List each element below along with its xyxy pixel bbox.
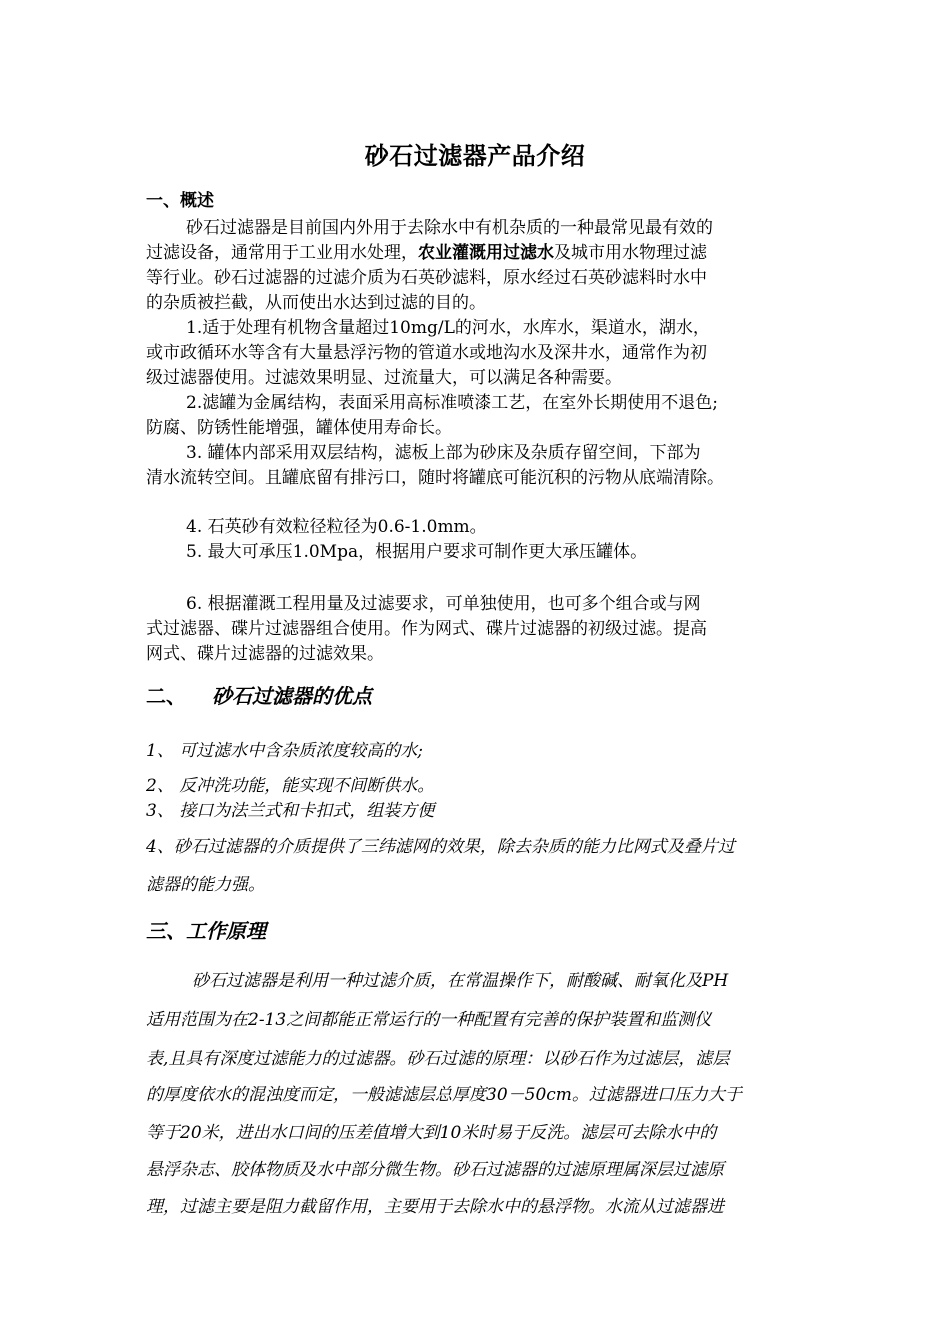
section-1-heading: 一、概述 [146,191,214,211]
list-item-1-line: 1.适于处理有机物含量超过10mg/L的河水，水库水，渠道水，湖水， [186,318,710,338]
list-item-1-line: 或市政循环水等含有大量悬浮污物的管道水或地沟水及深井水，通常作为初 [146,343,707,363]
section-2-number: 二、 [146,684,186,708]
section-3-heading: 三、工作原理 [146,919,266,943]
advantage-item: 2、 反冲洗功能，能实现不间断供水。 [146,776,435,796]
list-item-6-line: 网式、碟片过滤器的过滤效果。 [146,644,384,664]
list-item-3-line: 清水流转空间。且罐底留有排污口，随时将罐底可能沉积的污物从底端清除。 [146,468,724,488]
paragraph-line: 表,且具有深度过滤能力的过滤器。砂石过滤的原理：以砂石作为过滤层，滤层 [146,1049,730,1069]
list-item-6-line: 式过滤器、碟片过滤器组合使用。作为网式、碟片过滤器的初级过滤。提高 [146,619,707,639]
paragraph-line: 的厚度依水的混浊度而定，一般滤滤层总厚度30－50cm。过滤器进口压力大于 [146,1085,742,1105]
text-span: 及城市用水物理过滤 [554,243,707,263]
list-item-2-line: 2.滤罐为金属结构，表面采用高标准喷漆工艺，在室外长期使用不退色; [186,393,718,413]
text-span: 过滤设备，通常用于工业用水处理， [146,243,418,263]
paragraph-line: 适用范围为在2-13之间都能正常运行的一种配置有完善的保护装置和监测仪 [146,1010,712,1030]
paragraph-line [146,242,707,264]
paragraph-line: 悬浮杂志、胶体物质及水中部分微生物。砂石过滤器的过滤原理属深层过滤原 [146,1160,724,1180]
advantage-item: 3、 接口为法兰式和卡扣式，组装方便 [146,801,435,821]
list-item-1-line: 级过滤器使用。过滤效果明显、过流量大，可以满足各种需要。 [146,368,622,388]
list-item-3-line: 3. 罐体内部采用双层结构，滤板上部为砂床及杂质存留空间，下部为 [186,443,701,463]
section-2-heading [146,683,372,709]
advantage-item: 4、砂石过滤器的介质提供了三纬滤网的效果，除去杂质的能力比网式及叠片过 [146,837,735,857]
advantage-item: 1、 可过滤水中含杂质浓度较高的水; [146,741,423,761]
paragraph-line: 的杂质被拦截，从而使出水达到过滤的目的。 [146,293,486,313]
bold-keyword: 农业灌溉用过滤水 [418,243,554,263]
paragraph-line: 砂石过滤器是利用一种过滤介质，在常温操作下，耐酸碱、耐氧化及PH [192,971,729,991]
paragraph-line: 理，过滤主要是阻力截留作用，主要用于去除水中的悬浮物。水流从过滤器进 [146,1197,724,1217]
paragraph-line: 等于20米，进出水口间的压差值增大到10米时易于反洗。滤层可去除水中的 [146,1123,717,1143]
list-item-2-line: 防腐、防锈性能增强，罐体使用寿命长。 [146,418,452,438]
document-title: 砂石过滤器产品介绍 [364,141,586,170]
advantage-item: 滤器的能力强。 [146,875,265,895]
paragraph-line: 等行业。砂石过滤器的过滤介质为石英砂滤料，原水经过石英砂滤料时水中 [146,268,707,288]
paragraph-line: 砂石过滤器是目前国内外用于去除水中有机杂质的一种最常见最有效的 [186,218,713,238]
list-item-6-line: 6. 根据灌溉工程用量及过滤要求，可单独使用，也可多个组合或与网 [186,594,701,614]
list-item-4: 4. 石英砂有效粒径粒径为0.6-1.0mm。 [186,517,487,537]
list-item-5: 5. 最大可承压1.0Mpa，根据用户要求可制作更大承压罐体。 [186,542,648,562]
section-2-title: 砂石过滤器的优点 [212,684,372,708]
